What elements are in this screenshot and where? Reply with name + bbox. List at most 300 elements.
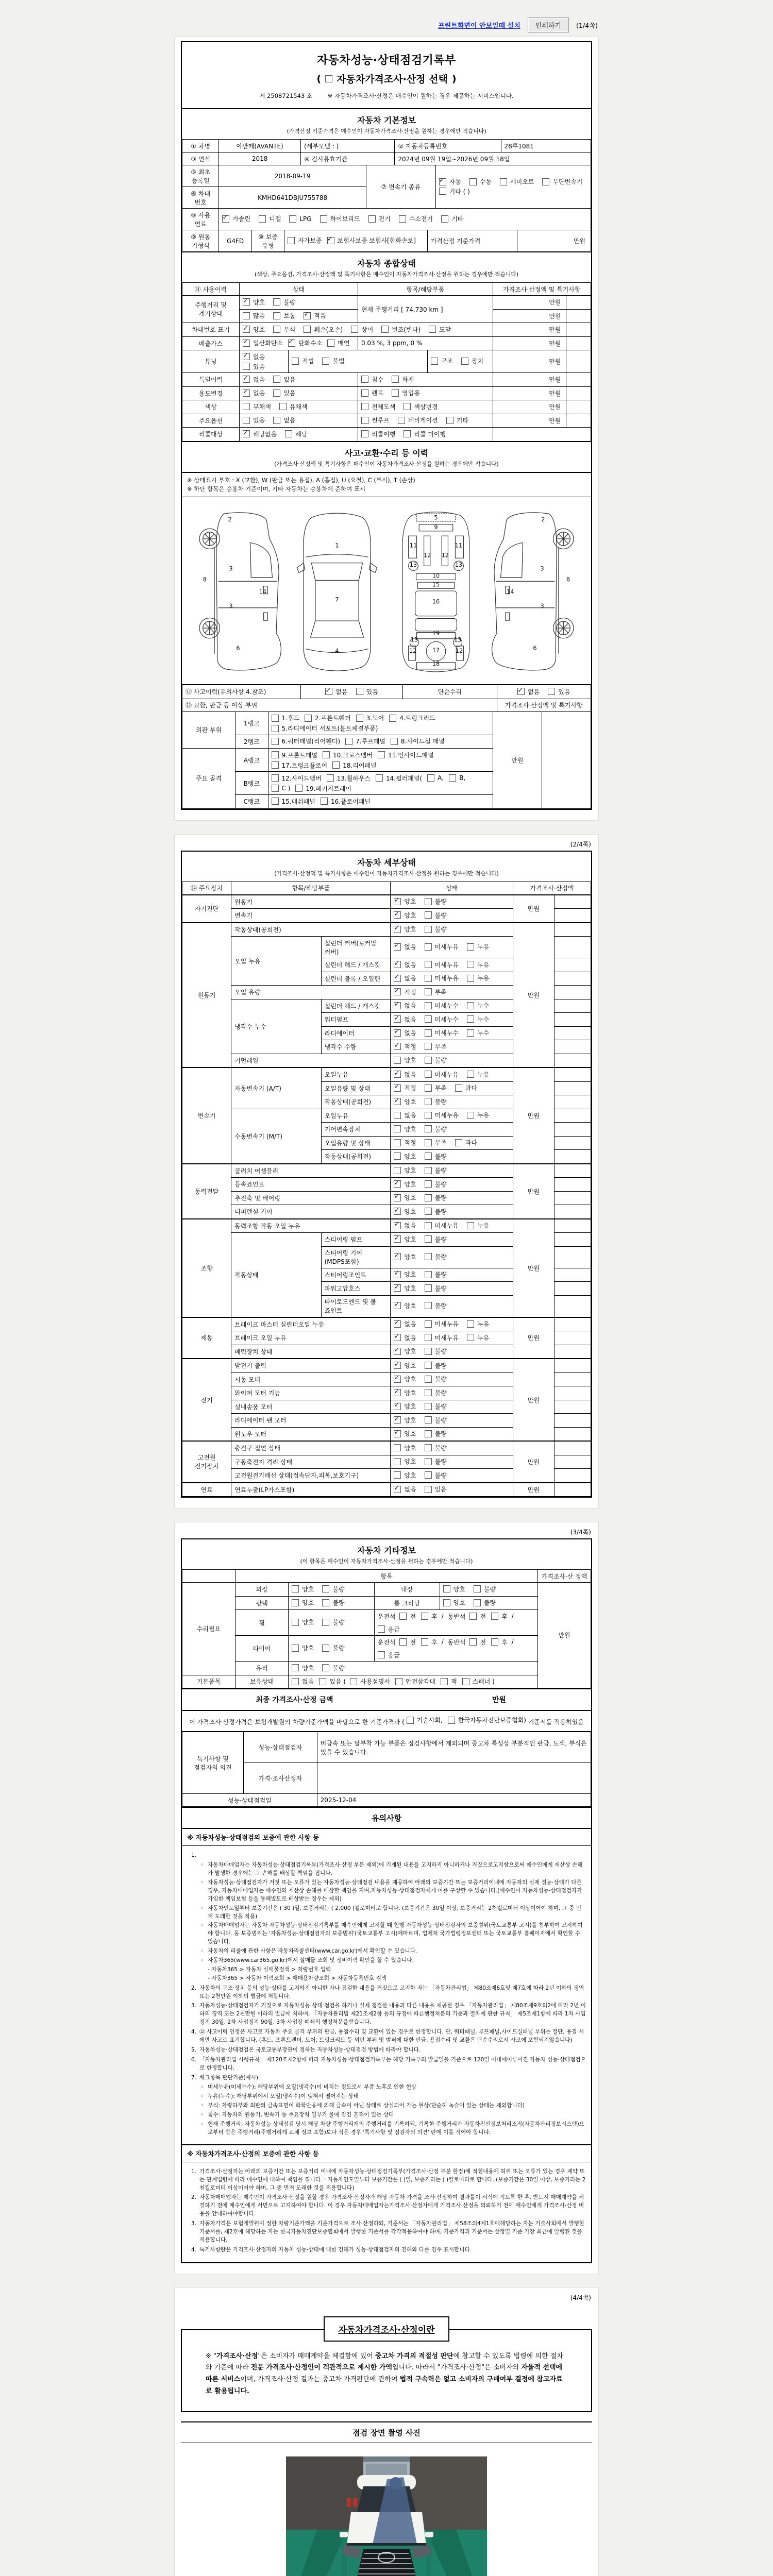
checkbox-unchecked[interactable] bbox=[474, 1599, 481, 1606]
checkbox-unchecked[interactable] bbox=[292, 358, 299, 365]
checkbox-unchecked[interactable] bbox=[425, 1376, 432, 1383]
checkbox-option[interactable] bbox=[394, 1152, 416, 1161]
checkbox-option[interactable] bbox=[394, 1207, 416, 1216]
checkbox-unchecked[interactable] bbox=[322, 1585, 329, 1592]
detail-price-input[interactable] bbox=[554, 1013, 591, 1027]
checkbox-unchecked[interactable] bbox=[399, 1638, 407, 1646]
checkbox-checked[interactable] bbox=[394, 1253, 401, 1260]
checkbox-unchecked[interactable] bbox=[425, 1139, 432, 1146]
print-button[interactable]: 인쇄하기 bbox=[528, 18, 569, 32]
checkbox-unchecked[interactable] bbox=[425, 1471, 432, 1479]
checkbox-option[interactable] bbox=[361, 430, 395, 438]
checkbox-unchecked[interactable] bbox=[272, 715, 279, 722]
detail-price-input[interactable] bbox=[554, 895, 591, 909]
checkbox-unchecked[interactable] bbox=[439, 188, 446, 195]
checkbox-option[interactable] bbox=[394, 1471, 416, 1480]
checkbox-option[interactable] bbox=[398, 416, 438, 425]
checkbox-option[interactable] bbox=[394, 1402, 416, 1411]
checkbox-unchecked[interactable] bbox=[467, 1222, 474, 1229]
checkbox-unchecked[interactable] bbox=[461, 358, 468, 365]
checkbox-unchecked[interactable] bbox=[425, 1071, 432, 1078]
checkbox-checked[interactable] bbox=[243, 326, 250, 333]
checkbox-unchecked[interactable] bbox=[394, 1167, 401, 1174]
detail-price-input[interactable] bbox=[554, 1205, 591, 1219]
checkbox-unchecked[interactable] bbox=[467, 943, 474, 951]
checkbox-option[interactable] bbox=[327, 236, 416, 245]
checkbox-option[interactable] bbox=[425, 1056, 447, 1064]
checkbox-unchecked[interactable] bbox=[548, 688, 555, 695]
checkbox-option[interactable] bbox=[425, 1138, 447, 1147]
checkbox-unchecked[interactable] bbox=[425, 926, 432, 933]
checkbox-option[interactable] bbox=[222, 214, 250, 223]
checkbox-checked[interactable] bbox=[394, 898, 401, 905]
checkbox-option[interactable] bbox=[272, 751, 317, 759]
checkbox-option[interactable] bbox=[292, 1643, 314, 1652]
checkbox-option[interactable] bbox=[381, 325, 421, 334]
checkbox-option[interactable] bbox=[425, 1125, 447, 1133]
checkbox-unchecked[interactable] bbox=[394, 1458, 401, 1465]
checkbox-unchecked[interactable] bbox=[273, 326, 280, 333]
checkbox-option[interactable] bbox=[441, 1677, 457, 1686]
checkbox-unchecked[interactable] bbox=[319, 1678, 326, 1685]
checkbox-option[interactable] bbox=[394, 974, 416, 982]
checkbox-option[interactable] bbox=[474, 1598, 496, 1607]
checkbox-option[interactable] bbox=[548, 687, 570, 696]
checkbox-option[interactable] bbox=[449, 774, 465, 782]
checkbox-unchecked[interactable] bbox=[394, 1471, 401, 1479]
checkbox-unchecked[interactable] bbox=[279, 403, 287, 410]
checkbox-unchecked[interactable] bbox=[427, 774, 434, 782]
checkbox-unchecked[interactable] bbox=[273, 376, 280, 383]
checkbox-option[interactable] bbox=[378, 1625, 400, 1634]
checkbox-unchecked[interactable] bbox=[425, 898, 432, 905]
checkbox-option[interactable] bbox=[421, 1638, 438, 1647]
checkbox-option[interactable] bbox=[243, 311, 265, 320]
checkbox-unchecked[interactable] bbox=[425, 1486, 432, 1493]
checkbox-unchecked[interactable] bbox=[441, 215, 448, 223]
checkbox-unchecked[interactable] bbox=[425, 1444, 432, 1451]
checkbox-option[interactable] bbox=[467, 974, 489, 982]
checkbox-checked[interactable] bbox=[394, 1180, 401, 1188]
checkbox-option[interactable] bbox=[394, 1444, 416, 1452]
checkbox-option[interactable] bbox=[425, 1015, 459, 1024]
rank-price-input[interactable] bbox=[542, 711, 591, 808]
checkbox-checked[interactable] bbox=[394, 1348, 401, 1355]
checkbox-checked[interactable] bbox=[394, 1403, 401, 1410]
checkbox-unchecked[interactable] bbox=[273, 417, 280, 424]
print-helper-install-link[interactable]: 프린트화면이 안보일때 설치 bbox=[438, 22, 520, 30]
checkbox-unchecked[interactable] bbox=[292, 1664, 299, 1671]
checkbox-option[interactable] bbox=[322, 1664, 344, 1672]
checkbox-option[interactable] bbox=[272, 761, 328, 770]
checkbox-option[interactable] bbox=[273, 298, 295, 307]
checkbox-option[interactable] bbox=[321, 797, 371, 806]
checkbox-option[interactable] bbox=[394, 1097, 416, 1106]
detail-price-input[interactable] bbox=[554, 923, 591, 937]
checkbox-unchecked[interactable] bbox=[491, 1638, 498, 1646]
detail-price-input[interactable] bbox=[554, 1095, 591, 1109]
checkbox-unchecked[interactable] bbox=[425, 1112, 432, 1119]
detail-price-input[interactable] bbox=[554, 1164, 591, 1178]
checkbox-unchecked[interactable] bbox=[467, 1002, 474, 1009]
checkbox-unchecked[interactable] bbox=[462, 1678, 469, 1685]
checkbox-option[interactable] bbox=[474, 1585, 496, 1594]
checkbox-checked[interactable] bbox=[394, 1098, 401, 1105]
checkbox-option[interactable] bbox=[243, 375, 265, 384]
checkbox-option[interactable] bbox=[517, 687, 540, 696]
checkbox-unchecked[interactable] bbox=[272, 725, 279, 732]
checkbox-checked[interactable] bbox=[394, 988, 401, 995]
checkbox-option[interactable] bbox=[304, 311, 326, 320]
checkbox-option[interactable] bbox=[425, 1444, 447, 1452]
checkbox-option[interactable] bbox=[351, 325, 373, 334]
checkbox-unchecked[interactable] bbox=[322, 1645, 329, 1652]
checkbox-unchecked[interactable] bbox=[421, 1638, 428, 1646]
checkbox-option[interactable] bbox=[243, 430, 277, 438]
detail-price-input[interactable] bbox=[554, 1282, 591, 1296]
detail-price-input[interactable] bbox=[554, 1109, 591, 1123]
checkbox-unchecked[interactable] bbox=[322, 1664, 329, 1671]
detail-price-input[interactable] bbox=[554, 1219, 591, 1233]
checkbox-option[interactable] bbox=[404, 402, 438, 411]
checkbox-option[interactable] bbox=[272, 724, 378, 733]
checkbox-unchecked[interactable] bbox=[467, 1029, 474, 1037]
checkbox-option[interactable] bbox=[425, 1270, 447, 1279]
checkbox-option[interactable] bbox=[394, 1252, 416, 1261]
checkbox-option[interactable] bbox=[425, 1221, 459, 1230]
checkbox-unchecked[interactable] bbox=[378, 751, 385, 758]
checkbox-unchecked[interactable] bbox=[391, 738, 398, 745]
checkbox-unchecked[interactable] bbox=[361, 376, 368, 383]
checkbox-option[interactable] bbox=[394, 1319, 416, 1328]
checkbox-option[interactable] bbox=[394, 1056, 416, 1064]
checkbox-option[interactable] bbox=[425, 1471, 447, 1480]
checkbox-checked[interactable] bbox=[394, 1430, 401, 1437]
checkbox-option[interactable] bbox=[469, 177, 492, 186]
checkbox-unchecked[interactable] bbox=[327, 340, 334, 347]
checkbox-checked[interactable] bbox=[439, 178, 446, 185]
checkbox-option[interactable] bbox=[394, 1111, 416, 1120]
detail-price-input[interactable] bbox=[554, 1331, 591, 1345]
checkbox-unchecked[interactable] bbox=[469, 1613, 477, 1620]
checkbox-option[interactable] bbox=[407, 1716, 443, 1725]
detail-price-input[interactable] bbox=[554, 1455, 591, 1469]
checkbox-unchecked[interactable] bbox=[394, 1139, 401, 1146]
checkbox-unchecked[interactable] bbox=[243, 312, 250, 319]
checkbox-unchecked[interactable] bbox=[425, 1002, 432, 1009]
checkbox-option[interactable] bbox=[425, 1457, 447, 1466]
checkbox-unchecked[interactable] bbox=[361, 430, 368, 437]
checkbox-option[interactable] bbox=[327, 774, 371, 783]
checkbox-unchecked[interactable] bbox=[332, 761, 340, 769]
checkbox-option[interactable] bbox=[356, 714, 384, 722]
checkbox-option[interactable] bbox=[292, 1585, 314, 1594]
checkbox-unchecked[interactable] bbox=[399, 1613, 407, 1620]
checkbox-option[interactable] bbox=[425, 974, 459, 982]
checkbox-option[interactable] bbox=[542, 177, 582, 186]
price-input-cell[interactable] bbox=[566, 323, 591, 337]
checkbox-unchecked[interactable] bbox=[273, 312, 280, 319]
detail-price-input[interactable] bbox=[554, 1026, 591, 1040]
checkbox-checked[interactable] bbox=[394, 1222, 401, 1229]
checkbox-option[interactable] bbox=[394, 988, 416, 996]
checkbox-option[interactable] bbox=[292, 1677, 314, 1686]
checkbox-unchecked[interactable] bbox=[425, 1253, 432, 1260]
detail-price-input[interactable] bbox=[554, 1123, 591, 1137]
checkbox-unchecked[interactable] bbox=[389, 715, 396, 722]
checkbox-option[interactable] bbox=[350, 1677, 390, 1686]
checkbox-checked[interactable] bbox=[394, 1043, 401, 1050]
detail-price-input[interactable] bbox=[554, 1427, 591, 1441]
checkbox-unchecked[interactable] bbox=[542, 178, 549, 185]
checkbox-unchecked[interactable] bbox=[327, 774, 334, 782]
checkbox-option[interactable] bbox=[446, 416, 468, 425]
checkbox-checked[interactable] bbox=[394, 975, 401, 982]
checkbox-option[interactable] bbox=[285, 430, 307, 438]
checkbox-checked[interactable] bbox=[394, 1071, 401, 1078]
checkbox-option[interactable] bbox=[491, 1638, 508, 1647]
checkbox-option[interactable] bbox=[439, 187, 470, 196]
checkbox-unchecked[interactable] bbox=[455, 1084, 462, 1092]
checkbox-option[interactable] bbox=[394, 1235, 416, 1244]
checkbox-option[interactable] bbox=[272, 785, 291, 792]
checkbox-option[interactable] bbox=[467, 1070, 489, 1079]
checkbox-option[interactable] bbox=[273, 325, 295, 334]
checkbox-unchecked[interactable] bbox=[467, 1112, 474, 1119]
checkbox-option[interactable] bbox=[394, 1001, 416, 1010]
checkbox-unchecked[interactable] bbox=[425, 1271, 432, 1278]
checkbox-option[interactable] bbox=[272, 714, 300, 722]
checkbox-checked[interactable] bbox=[243, 430, 250, 437]
checkbox-unchecked[interactable] bbox=[376, 774, 383, 782]
checkbox-option[interactable] bbox=[289, 215, 311, 223]
checkbox-option[interactable] bbox=[389, 714, 435, 722]
checkbox-option[interactable] bbox=[467, 1028, 489, 1037]
checkbox-unchecked[interactable] bbox=[305, 715, 312, 722]
checkbox-unchecked[interactable] bbox=[394, 1125, 401, 1132]
checkbox-option[interactable] bbox=[392, 375, 414, 384]
checkbox-unchecked[interactable] bbox=[467, 1015, 474, 1023]
checkbox-unchecked[interactable] bbox=[322, 1619, 329, 1626]
checkbox-option[interactable] bbox=[425, 1042, 447, 1051]
detail-price-input[interactable] bbox=[554, 972, 591, 986]
checkbox-option[interactable] bbox=[441, 214, 463, 223]
checkbox-option[interactable] bbox=[394, 1388, 416, 1397]
checkbox-unchecked[interactable] bbox=[425, 1334, 432, 1341]
checkbox-option[interactable] bbox=[467, 1333, 489, 1342]
checkbox-unchecked[interactable] bbox=[361, 417, 368, 424]
checkbox-unchecked[interactable] bbox=[455, 1139, 462, 1146]
checkbox-option[interactable] bbox=[425, 1111, 459, 1120]
checkbox-checked[interactable] bbox=[243, 376, 250, 383]
checkbox-option[interactable] bbox=[322, 357, 344, 365]
checkbox-checked[interactable] bbox=[394, 1302, 401, 1309]
checkbox-option[interactable] bbox=[448, 1716, 526, 1725]
checkbox-option[interactable] bbox=[292, 1664, 314, 1672]
checkbox-unchecked[interactable] bbox=[425, 1362, 432, 1369]
checkbox-unchecked[interactable] bbox=[259, 215, 266, 223]
checkbox-unchecked[interactable] bbox=[500, 178, 507, 185]
checkbox-option[interactable] bbox=[394, 960, 416, 969]
detail-price-input[interactable] bbox=[554, 1469, 591, 1483]
detail-price-input[interactable] bbox=[554, 1067, 591, 1081]
checkbox-unchecked[interactable] bbox=[425, 961, 432, 968]
checkbox-checked[interactable] bbox=[327, 237, 334, 244]
checkbox-unchecked[interactable] bbox=[361, 389, 368, 397]
checkbox-option[interactable] bbox=[243, 325, 265, 334]
checkbox-unchecked[interactable] bbox=[392, 389, 399, 397]
checkbox-unchecked[interactable] bbox=[446, 417, 453, 424]
checkbox-checked[interactable] bbox=[517, 688, 525, 695]
checkbox-option[interactable] bbox=[425, 1070, 459, 1079]
checkbox-option[interactable] bbox=[391, 737, 445, 745]
checkbox-option[interactable] bbox=[421, 1612, 438, 1621]
checkbox-option[interactable] bbox=[443, 1585, 465, 1594]
checkbox-unchecked[interactable] bbox=[395, 1678, 402, 1685]
checkbox-unchecked[interactable] bbox=[292, 1645, 299, 1652]
checkbox-option[interactable] bbox=[467, 942, 489, 951]
checkbox-unchecked[interactable] bbox=[467, 1071, 474, 1078]
checkbox-checked[interactable] bbox=[394, 1208, 401, 1215]
checkbox-checked[interactable] bbox=[325, 688, 332, 695]
checkbox-option[interactable] bbox=[425, 1235, 447, 1244]
checkbox-option[interactable] bbox=[404, 430, 446, 438]
checkbox-unchecked[interactable] bbox=[425, 1389, 432, 1396]
checkbox-option[interactable] bbox=[467, 1221, 489, 1230]
checkbox-unchecked[interactable] bbox=[467, 1320, 474, 1328]
checkbox-option[interactable] bbox=[429, 325, 451, 334]
checkbox-option[interactable] bbox=[394, 1416, 416, 1425]
checkbox-checked[interactable] bbox=[243, 353, 250, 360]
checkbox-unchecked[interactable] bbox=[407, 1717, 414, 1724]
checkbox-option[interactable] bbox=[272, 737, 341, 745]
checkbox-checked[interactable] bbox=[243, 298, 250, 306]
checkbox-unchecked[interactable] bbox=[292, 1599, 299, 1606]
checkbox-unchecked[interactable] bbox=[467, 975, 474, 982]
checkbox-option[interactable] bbox=[394, 1125, 416, 1133]
detail-price-input[interactable] bbox=[554, 1317, 591, 1331]
checkbox-unchecked[interactable] bbox=[467, 1334, 474, 1341]
checkbox-option[interactable] bbox=[394, 1070, 416, 1079]
detail-price-input[interactable] bbox=[554, 958, 591, 972]
checkbox-unchecked[interactable] bbox=[425, 1416, 432, 1423]
checkbox-checked[interactable] bbox=[394, 1362, 401, 1369]
checkbox-option[interactable] bbox=[322, 1643, 344, 1652]
checkbox-option[interactable] bbox=[394, 1270, 416, 1279]
checkbox-option[interactable] bbox=[425, 1402, 447, 1411]
checkbox-unchecked[interactable] bbox=[398, 417, 405, 424]
checkbox-unchecked[interactable] bbox=[469, 1638, 477, 1646]
checkbox-checked[interactable] bbox=[394, 926, 401, 933]
checkbox-option[interactable] bbox=[425, 1284, 447, 1293]
checkbox-option[interactable] bbox=[243, 352, 265, 361]
checkbox-option[interactable] bbox=[394, 1042, 416, 1051]
checkbox-option[interactable] bbox=[272, 797, 315, 806]
checkbox-option[interactable] bbox=[273, 388, 295, 397]
checkbox-option[interactable] bbox=[394, 1485, 416, 1494]
checkbox-unchecked[interactable] bbox=[425, 943, 432, 951]
checkbox-unchecked[interactable] bbox=[243, 417, 250, 424]
checkbox-option[interactable] bbox=[243, 402, 271, 411]
checkbox-unchecked[interactable] bbox=[425, 1167, 432, 1174]
checkbox-option[interactable] bbox=[425, 925, 447, 934]
checkbox-unchecked[interactable] bbox=[425, 1043, 432, 1050]
checkbox-option[interactable] bbox=[425, 1207, 447, 1216]
checkbox-option[interactable] bbox=[322, 1598, 344, 1607]
checkbox-option[interactable] bbox=[392, 388, 420, 397]
detail-price-input[interactable] bbox=[554, 1040, 591, 1054]
checkbox-option[interactable] bbox=[394, 1083, 416, 1092]
detail-price-input[interactable] bbox=[554, 1081, 591, 1095]
checkbox-option[interactable] bbox=[332, 761, 376, 770]
checkbox-unchecked[interactable] bbox=[425, 1430, 432, 1437]
checkbox-option[interactable] bbox=[425, 1319, 459, 1328]
checkbox-unchecked[interactable] bbox=[443, 1599, 450, 1606]
detail-price-input[interactable] bbox=[554, 1268, 591, 1282]
checkbox-option[interactable] bbox=[425, 1301, 447, 1310]
checkbox-checked[interactable] bbox=[394, 1029, 401, 1037]
checkbox-checked[interactable] bbox=[394, 1320, 401, 1328]
checkbox-option[interactable] bbox=[304, 325, 343, 334]
checkbox-option[interactable] bbox=[425, 1097, 447, 1106]
checkbox-option[interactable] bbox=[394, 1301, 416, 1310]
checkbox-unchecked[interactable] bbox=[394, 1153, 401, 1160]
checkbox-checked[interactable] bbox=[394, 911, 401, 919]
checkbox-unchecked[interactable] bbox=[425, 1208, 432, 1215]
checkbox-checked[interactable] bbox=[394, 943, 401, 951]
price-input-cell[interactable] bbox=[566, 400, 591, 414]
checkbox-checked[interactable] bbox=[243, 340, 250, 347]
checkbox-unchecked[interactable] bbox=[323, 751, 330, 758]
checkbox-unchecked[interactable] bbox=[404, 430, 411, 437]
detail-price-input[interactable] bbox=[554, 1191, 591, 1205]
checkbox-option[interactable] bbox=[394, 1333, 416, 1342]
checkbox-option[interactable] bbox=[443, 1598, 465, 1607]
checkbox-option[interactable] bbox=[243, 298, 265, 307]
checkbox-unchecked[interactable] bbox=[292, 1585, 299, 1592]
detail-price-input[interactable] bbox=[554, 1359, 591, 1372]
checkbox-option[interactable] bbox=[425, 911, 447, 920]
checkbox-unchecked[interactable] bbox=[368, 215, 376, 223]
checkbox-option[interactable] bbox=[467, 1111, 489, 1120]
checkbox-option[interactable] bbox=[439, 177, 461, 186]
checkbox-option[interactable] bbox=[243, 388, 265, 397]
checkbox-unchecked[interactable] bbox=[345, 738, 352, 745]
detail-price-input[interactable] bbox=[554, 1414, 591, 1428]
checkbox-unchecked[interactable] bbox=[425, 1403, 432, 1410]
checkbox-option[interactable] bbox=[425, 1333, 459, 1342]
checkbox-option[interactable] bbox=[394, 911, 416, 920]
checkbox-option[interactable] bbox=[327, 338, 349, 347]
checkbox-option[interactable] bbox=[500, 177, 534, 186]
checkbox-unchecked[interactable] bbox=[394, 1444, 401, 1451]
checkbox-option[interactable] bbox=[399, 214, 433, 223]
checkbox-unchecked[interactable] bbox=[421, 1613, 428, 1620]
detail-price-input[interactable] bbox=[554, 1372, 591, 1386]
checkbox-unchecked[interactable] bbox=[361, 403, 368, 410]
checkbox-option[interactable] bbox=[361, 375, 383, 384]
checkbox-option[interactable] bbox=[425, 1252, 447, 1261]
checkbox-unchecked[interactable] bbox=[469, 178, 477, 185]
checkbox-unchecked[interactable] bbox=[320, 215, 327, 223]
checkbox-unchecked[interactable] bbox=[295, 785, 303, 792]
price-input-cell[interactable] bbox=[566, 373, 591, 387]
checkbox-unchecked[interactable] bbox=[425, 1098, 432, 1105]
checkbox-unchecked[interactable] bbox=[292, 1619, 299, 1626]
checkbox-option[interactable] bbox=[425, 1347, 447, 1355]
checkbox-unchecked[interactable] bbox=[425, 975, 432, 982]
checkbox-unchecked[interactable] bbox=[431, 358, 438, 365]
